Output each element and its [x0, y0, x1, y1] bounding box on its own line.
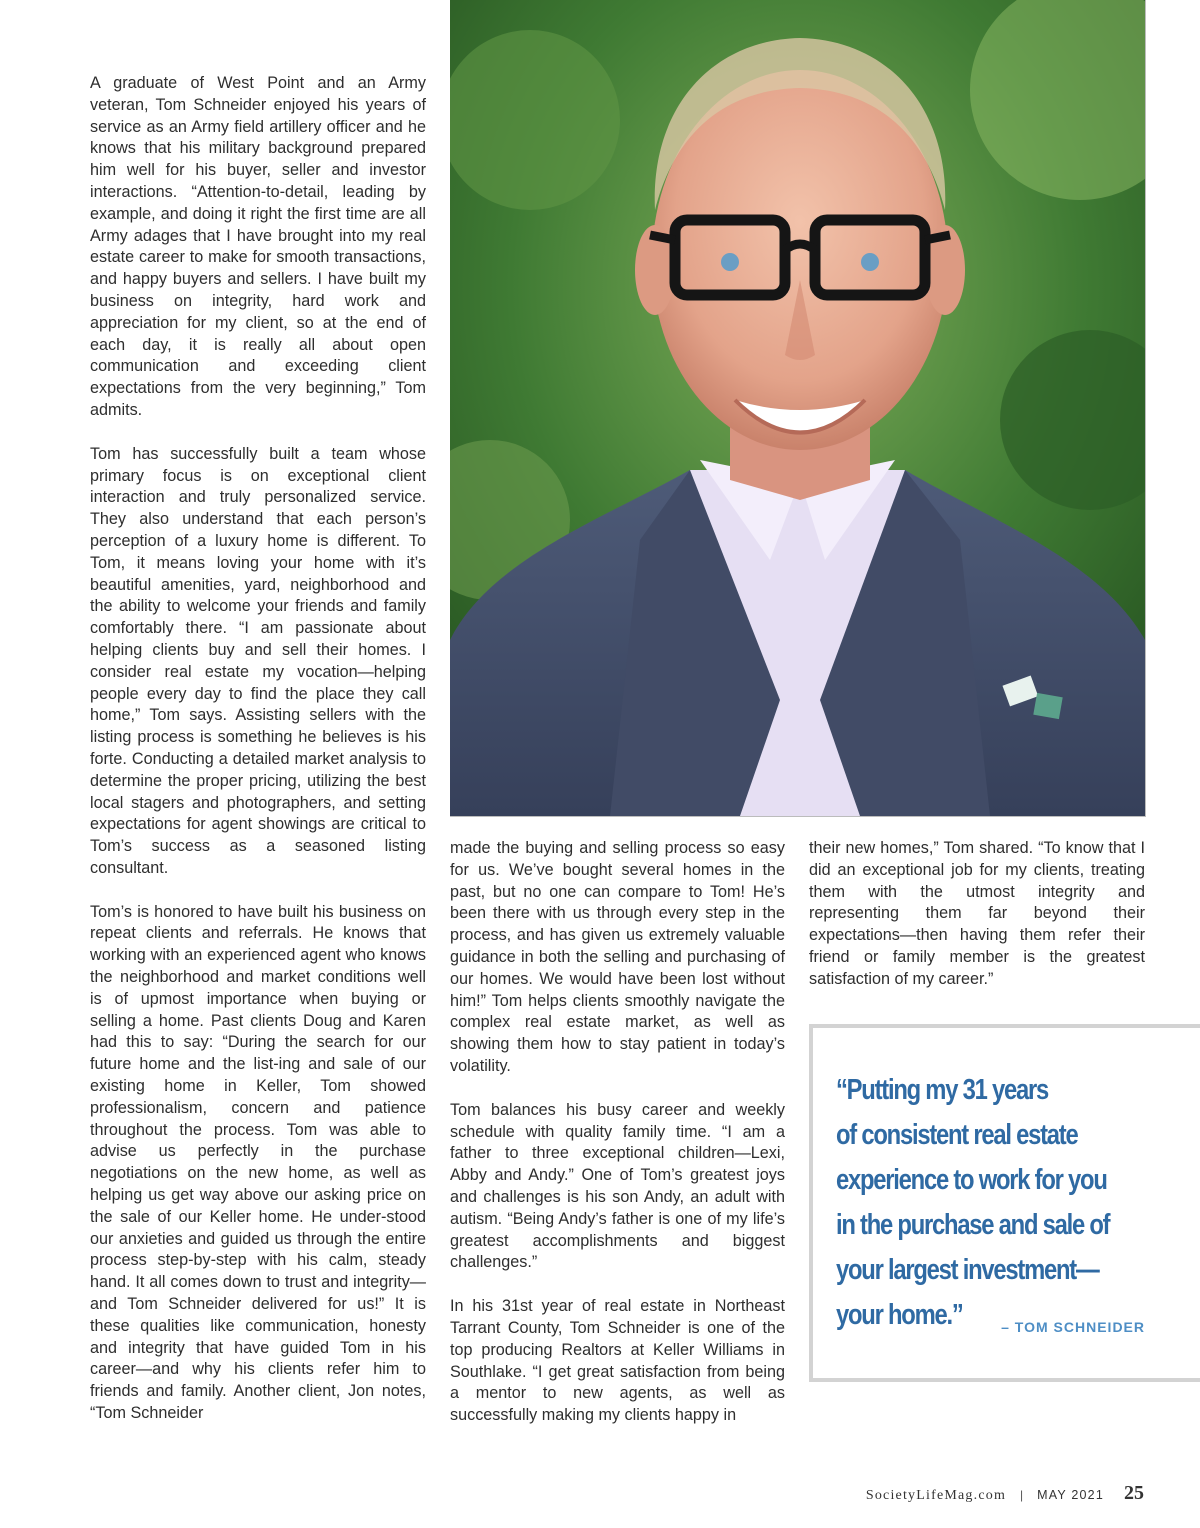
portrait-photo — [450, 0, 1146, 817]
pull-quote-text: “Putting my 31 years of consistent real estate experience to work for you in the purchase and sale of your largest investment— your home.” — [836, 1074, 1110, 1331]
footer-website: SocietyLifeMag.com — [865, 1488, 1007, 1503]
pull-quote-attribution: – TOM SCHNEIDER — [1001, 1319, 1145, 1335]
paragraph: made the buying and selling process so easy for us. We’ve bought several homes in the past, but no one can compare to Tom! He’s been there with us through every step in the process, and has given us extremely valuable guidance in both the selling and purchasing of our homes. We would have been lost without him!” Tom helps clients smoothly navigate the complex real estate market, as well as showing them how to stay patient in today’s volatility. — [450, 839, 785, 1075]
paragraph: Tom balances his busy career and weekly schedule with quality family time. “I am a father to three exceptional children—Lexi, Abby and Andy.” One of Tom’s greatest joys and challenges is his son Andy, an adult with autism. “Being Andy’s father is one of my life’s greatest accomplishments and biggest challenges.” — [450, 1100, 785, 1272]
page-footer — [866, 1482, 1144, 1504]
paragraph: A graduate of West Point and an Army veteran, Tom Schneider enjoyed his years of service as an Army field artillery officer and he knows that his military background prepared him well for his buyer, seller and investor interactions. “Attention-to-detail, leading by example, and doing it right the first time are all Army adages that I have brought into my real estate career to make for smooth transactions, and happy buyers and sellers. I have built my business on integrity, hard work and appreciation for my client, so at the end of each day, it is really all about open communication and exceeding client expectations from the very beginning,” Tom admits. — [90, 74, 426, 419]
paragraph: their new homes,” Tom shared. “To know that I did an exceptional job for my clients, treating them with the utmost integrity and representing them far beyond their expectations—then having them refer their friend or family member is the greatest satisfaction of my career.” — [809, 839, 1145, 988]
footer-issue-date: MAY 2021 — [1037, 1488, 1104, 1502]
paragraph: In his 31st year of real estate in Northeast Tarrant County, Tom Schneider is one of the top producing Realtors at Keller Williams in Southlake. “I get great satisfaction from being a mentor to new agents, as well as successfully making my clients happy in — [450, 1297, 785, 1425]
pull-quote-box — [809, 1024, 1200, 1382]
footer-separator: | — [1020, 1488, 1024, 1502]
paragraph: Tom has successfully built a team whose primary focus is on exceptional client interaction and truly personalized service. They also understand that each person’s perception of a luxury home is different. To Tom, it means loving your home with it’s beautiful amenities, yard, neighborhood and the ability to welcome your friends and family comfortably there. “I am passionate about helping clients buy and sell their homes. I consider real estate my vocation—helping people every day to find the place they call home,” Tom says. Assisting sellers with the listing process is something he believes is his forte. Conducting a detailed market analysis to determine the proper pricing, utilizing the best local stagers and photographers, and setting expectations for agent showings are critical to Tom’s success as a seasoned listing consultant. — [90, 444, 426, 877]
page-number: 25 — [1124, 1482, 1144, 1504]
article-column-3 — [809, 838, 1145, 1013]
article-column-1 — [90, 73, 426, 1447]
article-column-2 — [450, 838, 785, 1449]
paragraph: Tom’s is honored to have built his business on repeat clients and referrals. He knows that working with an experienced agent who knows the neighborhood and market conditions well is of upmost importance when buying or selling a home. Past clients Doug and Karen had this to say: “During the search for our future home and the list-ing and sale of our existing home in Keller, Tom showed professionalism, concern and patience throughout the process. Tom was able to advise us perfectly in the purchase negotiations on the new home, as well as helping us get way above our asking price on the sale of our Keller home. He under-stood our anxieties and guided us through the entire process step-by-step with his calm, steady hand. It all comes down to trust and integrity—and Tom Schneider delivered for us!” It is these qualities like communication, honesty and integrity that have guided Tom in his career—and why his clients refer him to friends and family. Another client, Jon notes, “Tom Schneider — [90, 902, 426, 1423]
